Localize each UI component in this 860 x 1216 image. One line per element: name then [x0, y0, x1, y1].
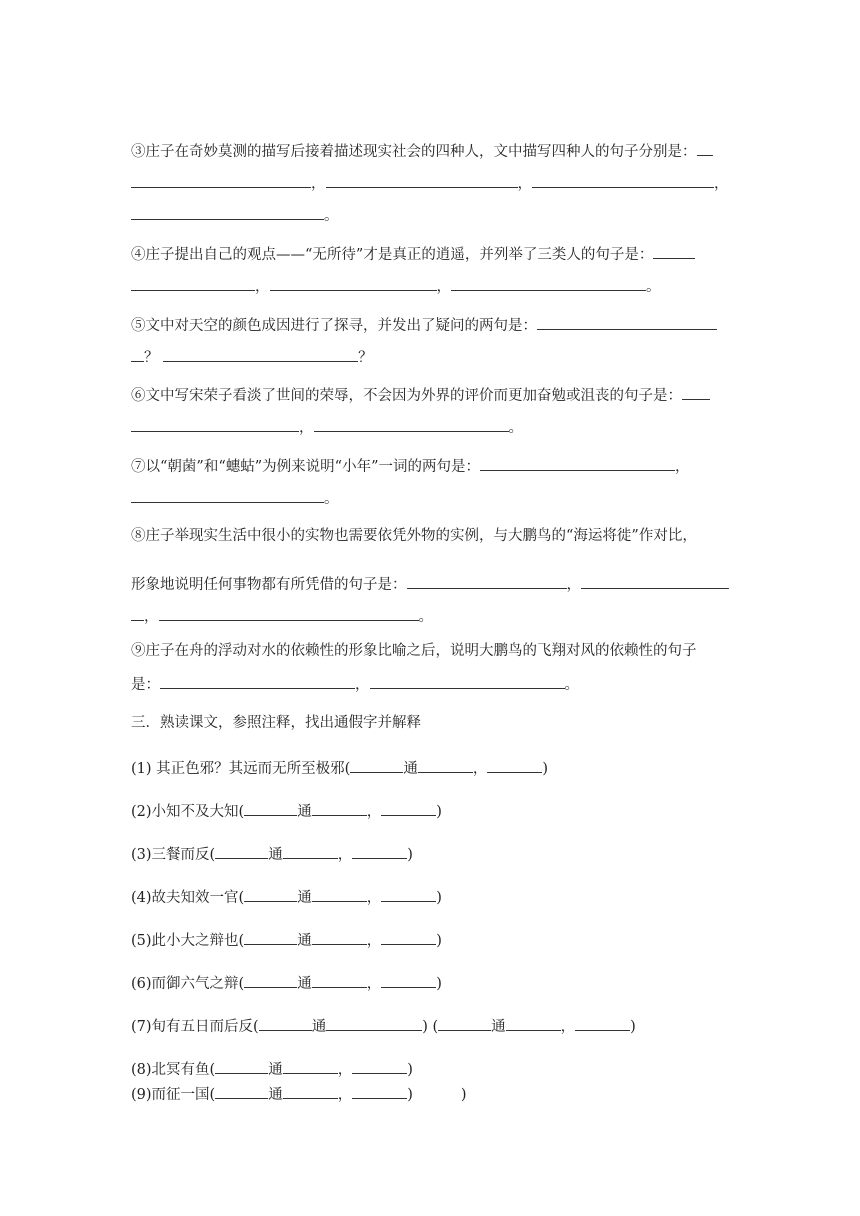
tong-label: 通	[268, 847, 283, 863]
punct-comma: ，	[337, 847, 353, 863]
item-text: (3)三餐而反(	[131, 847, 216, 863]
q4-line-1	[131, 243, 695, 265]
paren-close: )	[407, 1062, 413, 1078]
answer-blank[interactable]	[697, 140, 713, 156]
answer-blank[interactable]	[370, 673, 565, 689]
item-text: (5)此小大之辩也(	[131, 933, 245, 949]
punct-comma: ，	[566, 577, 581, 593]
answer-blank[interactable]	[131, 605, 144, 621]
q8-line-2	[131, 573, 729, 595]
q7-line-1	[131, 455, 689, 477]
answer-blank[interactable]	[244, 929, 297, 945]
item-text: (6)而御六气之辩(	[131, 976, 245, 992]
answer-blank[interactable]	[381, 886, 436, 902]
answer-blank[interactable]	[131, 346, 144, 362]
answer-blank[interactable]	[312, 886, 367, 902]
answer-blank[interactable]	[314, 416, 509, 432]
q8-line-3	[131, 605, 433, 627]
q8-prompt-2: 形象地说明任何事物都有所凭借的句子是：	[131, 577, 407, 593]
punct-period: 。	[508, 420, 523, 436]
paren-close: )	[422, 1019, 428, 1035]
answer-blank[interactable]	[215, 1058, 268, 1074]
answer-blank[interactable]	[352, 1058, 407, 1074]
answer-blank[interactable]	[131, 172, 311, 188]
q9-prompt-1: ⑨庄子在舟的浮动对水的依赖性的形象比喻之后，说明大鹏鸟的飞翔对风的依赖性的句子	[131, 643, 697, 659]
punct-comma: ，	[436, 279, 451, 295]
answer-blank[interactable]	[407, 573, 567, 589]
tong-label: 通	[297, 976, 312, 992]
punct-comma: ，	[255, 279, 270, 295]
answer-blank[interactable]	[312, 800, 367, 816]
answer-blank[interactable]	[653, 243, 695, 259]
punct-question: ？	[358, 350, 373, 366]
item-1	[131, 757, 548, 779]
punct-comma: ，	[311, 176, 326, 192]
answer-blank[interactable]	[418, 757, 473, 773]
q9-prompt-2: 是：	[131, 677, 160, 693]
item-number: (1)	[131, 761, 152, 777]
q8-line-1	[131, 526, 697, 546]
tong-label: 通	[268, 1087, 283, 1103]
item-4	[131, 886, 442, 908]
q3-line-2	[131, 172, 729, 194]
item-6	[131, 972, 442, 994]
paren-close: )	[436, 976, 442, 992]
answer-blank[interactable]	[131, 416, 299, 432]
paren-open: (	[432, 1019, 439, 1035]
answer-blank[interactable]	[451, 275, 646, 291]
q9-line-2	[131, 673, 579, 695]
answer-blank[interactable]	[352, 843, 407, 859]
answer-blank[interactable]	[537, 314, 717, 330]
paren-close: )	[436, 804, 442, 820]
item-text: (8)北冥有鱼(	[131, 1062, 216, 1078]
q5-line-2	[131, 346, 373, 368]
q4-prompt: ④庄子提出自己的观点——“无所待”才是真正的逍遥，并列举了三类人的句子是：	[131, 247, 654, 263]
q6-line-2	[131, 416, 523, 438]
answer-blank[interactable]	[682, 384, 710, 400]
item-text: 其正色邪？其远而无所至极邪(	[156, 761, 351, 777]
answer-blank[interactable]	[244, 886, 297, 902]
answer-blank[interactable]	[131, 204, 324, 220]
item-text: (2)小知不及大知(	[131, 804, 245, 820]
tong-label: 通	[297, 890, 312, 906]
item-text: (4)故夫知效一官(	[131, 890, 245, 906]
answer-blank[interactable]	[283, 1058, 338, 1074]
answer-blank[interactable]	[487, 757, 542, 773]
q8-prompt-1: ⑧庄子举现实生活中很小的实物也需要依凭外物的实例，与大鹏鸟的“海运将徙”作对比，	[131, 528, 697, 544]
answer-blank[interactable]	[438, 1015, 491, 1031]
answer-blank[interactable]	[532, 172, 714, 188]
punct-period: 。	[564, 677, 579, 693]
punct-comma: ，	[355, 677, 370, 693]
answer-blank[interactable]	[312, 972, 367, 988]
q6-line-1	[131, 384, 710, 406]
punct-comma: ，	[674, 459, 690, 475]
item-2	[131, 800, 442, 822]
answer-blank[interactable]	[259, 1015, 312, 1031]
answer-blank[interactable]	[160, 673, 355, 689]
answer-blank[interactable]	[350, 757, 403, 773]
punct-period: 。	[418, 609, 433, 625]
answer-blank[interactable]	[270, 275, 437, 291]
q7-prompt: ⑦以“朝菌”和“蟪蛄”为例来说明“小年”一词的两句是：	[131, 459, 480, 475]
section-title: 三．熟读课文，参照注释，找出通假字并解释	[131, 715, 421, 731]
q3-line-1	[131, 140, 713, 162]
answer-blank[interactable]	[352, 1083, 407, 1099]
answer-blank[interactable]	[159, 605, 419, 621]
q9-line-1	[131, 641, 697, 661]
answer-blank[interactable]	[283, 1083, 338, 1099]
punct-comma: ，	[144, 609, 159, 625]
punct-comma: ，	[366, 804, 382, 820]
answer-blank[interactable]	[215, 843, 268, 859]
q5-prompt: ⑤文中对天空的颜色成因进行了探寻，并发出了疑问的两句是：	[131, 318, 537, 334]
answer-blank[interactable]	[326, 1015, 422, 1031]
punct-comma: ，	[337, 1062, 353, 1078]
punct-period: 。	[646, 279, 661, 295]
punct-comma: ，	[714, 176, 729, 192]
punct-comma: ，	[337, 1087, 353, 1103]
tong-label: 通	[311, 1019, 327, 1035]
q3-prompt: ③庄子在奇妙莫测的描写后接着描述现实社会的四种人，文中描写四种人的句子分别是：	[131, 144, 697, 160]
q4-line-2	[131, 275, 661, 297]
q5-line-1	[131, 314, 717, 336]
answer-blank[interactable]	[283, 843, 338, 859]
answer-blank[interactable]	[575, 1015, 630, 1031]
paren-close: )	[407, 1087, 413, 1103]
answer-blank[interactable]	[480, 455, 675, 471]
paren-close: )	[436, 890, 442, 906]
punct-question: ？	[144, 350, 159, 366]
tong-label: 通	[297, 804, 312, 820]
paren-close: )	[542, 761, 548, 777]
answer-blank[interactable]	[215, 1083, 268, 1099]
item-8	[131, 1058, 413, 1080]
punct-period: 。	[324, 208, 339, 224]
punct-comma: ，	[366, 976, 382, 992]
punct-comma: ，	[517, 176, 532, 192]
answer-blank[interactable]	[381, 800, 436, 816]
item-5	[131, 929, 442, 951]
q3-line-3	[131, 204, 339, 226]
answer-blank[interactable]	[312, 929, 367, 945]
answer-blank[interactable]	[381, 972, 436, 988]
answer-blank[interactable]	[581, 573, 729, 589]
answer-blank[interactable]	[244, 972, 297, 988]
paren-close: )	[407, 847, 413, 863]
paren-close-extra: )	[460, 1087, 467, 1103]
item-7	[131, 1015, 636, 1037]
tong-label: 通	[491, 1019, 506, 1035]
item-9	[131, 1083, 467, 1105]
punct-period: 。	[324, 491, 339, 507]
q6-prompt: ⑥文中写宋荣子看淡了世间的荣辱，不会因为外界的评价而更加奋勉或沮丧的句子是：	[131, 388, 682, 404]
tong-label: 通	[297, 933, 312, 949]
tong-label: 通	[403, 761, 418, 777]
item-text: (9)而征一国(	[131, 1087, 216, 1103]
paren-close: )	[436, 933, 442, 949]
answer-blank[interactable]	[326, 172, 518, 188]
punct-comma: ，	[472, 761, 488, 777]
answer-blank[interactable]	[131, 487, 324, 503]
section-3-heading	[131, 713, 421, 733]
paren-close: )	[630, 1019, 636, 1035]
punct-comma: ，	[366, 890, 382, 906]
punct-comma: ，	[560, 1019, 576, 1035]
answer-blank[interactable]	[381, 929, 436, 945]
item-text: (7)旬有五日而后反(	[131, 1019, 259, 1035]
answer-blank[interactable]	[163, 346, 358, 362]
item-3	[131, 843, 413, 865]
answer-blank[interactable]	[506, 1015, 561, 1031]
answer-blank[interactable]	[244, 800, 297, 816]
q7-line-2	[131, 487, 339, 509]
punct-comma: ，	[299, 420, 314, 436]
punct-comma: ，	[366, 933, 382, 949]
tong-label: 通	[268, 1062, 283, 1078]
answer-blank[interactable]	[131, 275, 255, 291]
